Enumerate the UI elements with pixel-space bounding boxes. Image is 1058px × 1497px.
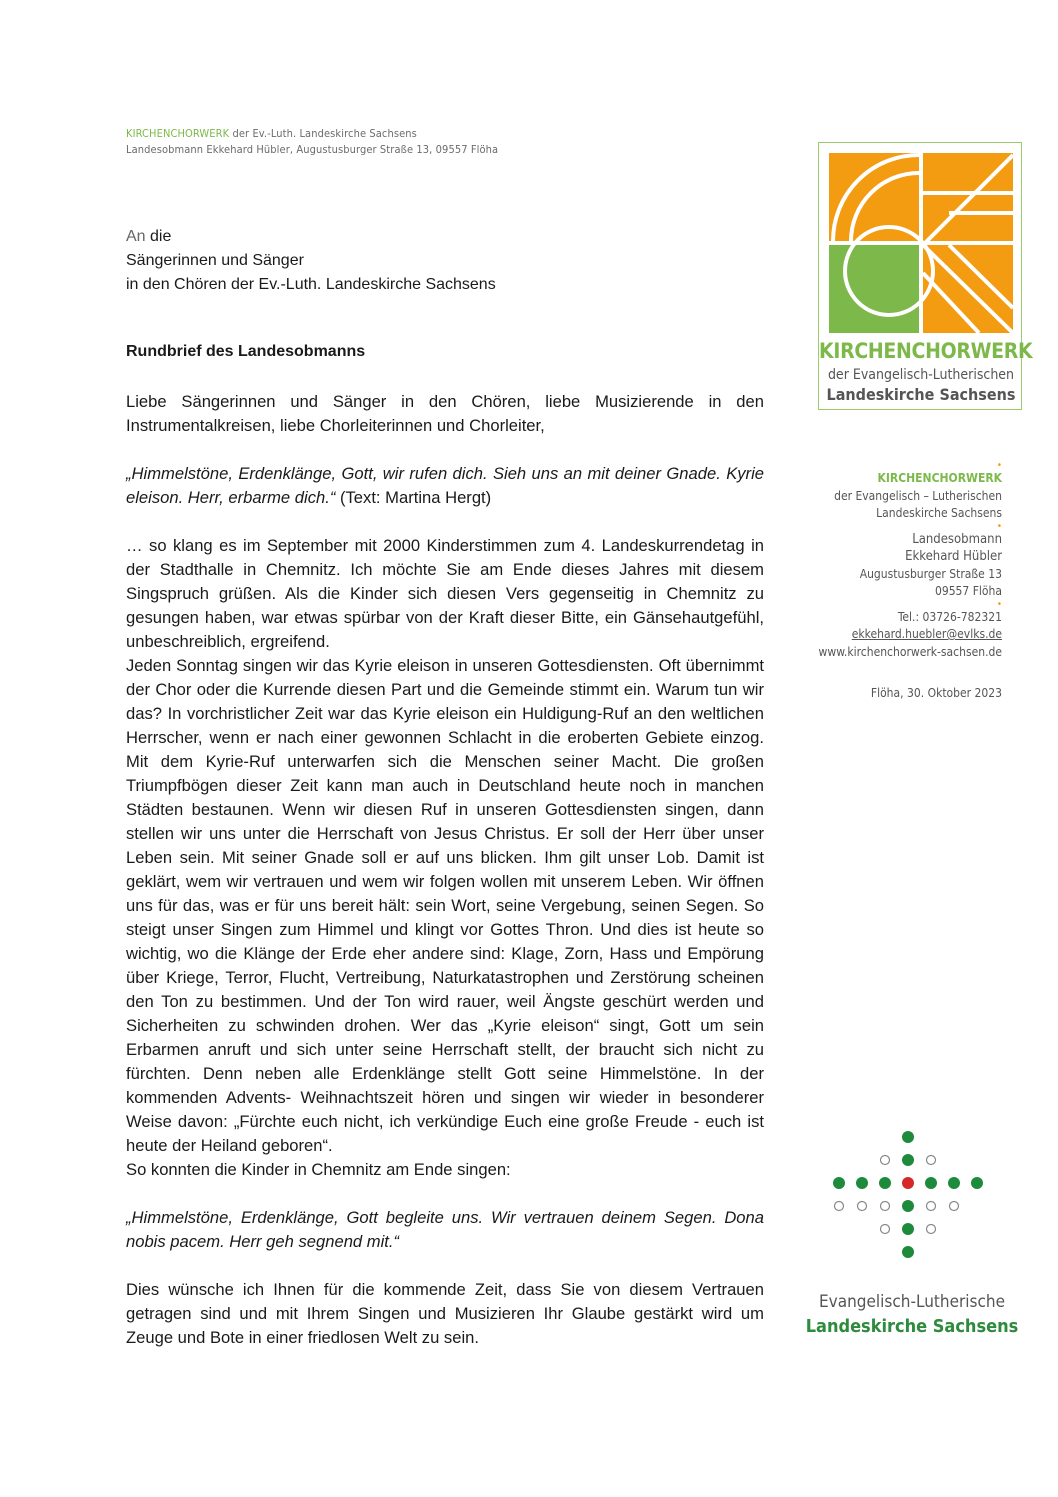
cross-dot: [902, 1177, 914, 1189]
contact-email-link[interactable]: ekkehard.huebler@evlks.de: [851, 627, 1002, 641]
quote-1: [126, 462, 764, 510]
cross-dot: [927, 1156, 936, 1165]
cross-dot: [881, 1202, 890, 1211]
logo-subtitle-2: Landeskirche Sachsens: [826, 385, 1016, 404]
quote-2-text: „Himmelstöne, Erdenklänge, Gott begleite uns. Wir vertrauen deinem Segen. Dona nobis pacem. Herr geh segnend mit.“: [126, 1208, 764, 1251]
sender-org-line: [126, 126, 498, 142]
dotted-cross-icon: [814, 1128, 1004, 1278]
quote-1-source: (Text: Martina Hergt): [335, 488, 492, 507]
cross-dot: [927, 1202, 936, 1211]
recipient-an: An: [126, 228, 146, 245]
contact-role: Landesobmann: [912, 531, 1002, 547]
cross-dot: [950, 1202, 959, 1211]
cross-dot: [879, 1177, 891, 1189]
cross-dot: [925, 1177, 937, 1189]
paragraph-1: … so klang es im September mit 2000 Kinderstimmen zum 4. Landeskurrendetag in der Stadthalle in Chemnitz. Ich möchte Sie am Ende dieses Jahres mit diesem Singspruch grüßen. Als die Kinder sich diesen Vers gegenseitig in Chemnitz zu gesungen haben, war etwas spürbar von der Kraft dieser Bitte, ein Gänsehautgefühl, unbeschreiblich, ergreifend.: [126, 536, 764, 651]
contact-tel: Tel.: 03726-782321: [897, 609, 1002, 624]
logo-subtitle: der Evangelisch-Lutherischen: [827, 367, 1015, 383]
paragraph-3: So konnten die Kinder in Chemnitz am Ende singen:: [126, 1160, 511, 1179]
landeskirche-logo: [814, 1128, 1004, 1278]
cross-dot: [902, 1154, 914, 1166]
recipient-line-3: in den Chören der Ev.-Luth. Landeskirche Sachsens: [126, 276, 496, 293]
sender-address: Landesobmann Ekkehard Hübler, Augustusburger Straße 13, 09557 Flöha: [126, 143, 499, 156]
contact-web[interactable]: www.kirchenchorwerk-sachsen.de: [818, 644, 1002, 659]
contact-org: KIRCHENCHORWERK: [877, 471, 1002, 485]
letter-date: Flöha, 30. Oktober 2023: [870, 686, 1002, 700]
sender-org-suffix: der Ev.-Luth. Landeskirche Sachsens: [232, 127, 417, 140]
quote-2: [126, 1206, 764, 1254]
church-name-line-1: Evangelisch-Lutherische: [818, 1292, 1006, 1312]
recipient-line-1: [126, 225, 496, 249]
contact-name: Ekkehard Hübler: [905, 549, 1002, 564]
contact-org-line-2: der Evangelisch – Lutherischen: [834, 488, 1002, 503]
cross-dot: [856, 1177, 868, 1189]
cross-dot: [902, 1200, 914, 1212]
cross-dot: [971, 1177, 983, 1189]
cross-dot: [858, 1202, 867, 1211]
cross-dot: [881, 1156, 890, 1165]
recipient-block: [126, 225, 496, 297]
cross-dot: [902, 1131, 914, 1143]
closing-paragraph: Dies wünsche ich Ihnen für die kommende Zeit, dass Sie von diesem Vertrauen getragen sind und mit Ihrem Singen und Musizieren Ihr Glaube gestärkt wird um Zeuge und Bote in einer friedlosen Welt zu sein.: [126, 1280, 764, 1347]
sender-block: [126, 126, 498, 158]
contact-org-line-3: Landeskirche Sachsens: [876, 506, 1002, 520]
cross-dot: [902, 1246, 914, 1258]
contact-street: Augustusburger Straße 13: [859, 566, 1002, 581]
quote-1-text: „Himmelstöne, Erdenklänge, Gott, wir rufen dich. Sieh uns an mit deiner Gnade. Kyrie eleison. Herr, erbarme dich.“: [126, 464, 764, 507]
church-name-line-2: Landeskirche Sachsens: [805, 1316, 1019, 1337]
kirchenchorwerk-logo-icon: [829, 153, 1013, 333]
separator-dot: •: [996, 598, 1002, 610]
sender-org: KIRCHENCHORWERK: [126, 127, 230, 140]
paragraph-2: Jeden Sonntag singen wir das Kyrie eleison in unseren Gottesdiensten. Oft übernimmt der Chor oder die Kurrende diesen Part und die Gemeinde stimmt ein. Warum tun wir das? In vorchristlicher Zeit war das Kyrie eleison ein Huldigung-Ruf an den weltlichen Herrscher, wenn er nach einer gewonnen Schlacht in die eroberten Gebiete einzog. Mit dem Kyrie-Ruf unterwarfen sich die Menschen seiner Macht. Die großen Triumpfbögen dieser Zeit kann man auch in Deutschland heute noch in manchen Städten bestaunen. Wenn wir diesen Ruf in unseren Gottesdiensten singen, dann stellen wir uns unter die Herrschaft von Jesus Christus. Er soll der Herr über unser Leben sein. Mit seiner Gnade soll er auf uns blicken. Ihm gilt unser Lob. Damit ist geklärt, wem wir vertrauen und wem wir folgen wollen mit unserem Leben. Wir öffnen uns für das, was er für uns bereit hält: sein Wort, seine Vergebung, seinen Segen. So steigt unser Singen zum Himmel und klingt vor Gottes Thron. Und dies ist heute so wichtig, wo die Klänge der Erde eher andere sind: Klage, Zorn, Hass und Empörung über Kriege, Terror, Flucht, Vertreibung, Naturkatastrophen und Zerstörung scheinen den Ton zu bestimmen. Und der Ton wird rauer, weil Ängste geschürt werden und Sicherheiten zu schwinden drohen. Wer das „Kyrie eleison“ singt, Gott um sein Erbarmen anruft und sich unter seine Herrschaft stellt, der braucht sich nicht zu fürchten. Denn neben alle Erdenklänge stellt Gott seine Himmelstöne. In der kommenden Advents- Weihnachtszeit hören und singen wir wieder in besonderer Weise davon: „Fürchte euch nicht, ich verkündige Euch eine große Freude - euch ist heute der Heiland geboren“.: [126, 656, 764, 1155]
letter-body: [126, 390, 764, 1350]
cross-dot: [902, 1223, 914, 1235]
kirchenchorwerk-logo: [818, 142, 1033, 410]
salutation: Liebe Sängerinnen und Sänger in den Chören, liebe Musizierende in den Instrumentalkreisen, liebe Chorleiterinnen und Chorleiter,: [126, 392, 764, 435]
letter-subject: Rundbrief des Landesobmanns: [126, 343, 366, 360]
cross-dot: [835, 1202, 844, 1211]
contact-city: 09557 Flöha: [934, 584, 1002, 598]
cross-dot: [881, 1225, 890, 1234]
cross-dot: [948, 1177, 960, 1189]
separator-dot: •: [996, 520, 1002, 532]
recipient-line-2: Sängerinnen und Sänger: [126, 252, 304, 269]
contact-block: [819, 462, 1002, 703]
separator-dot: •: [996, 460, 1002, 471]
cross-dot: [833, 1177, 845, 1189]
recipient-die: die: [145, 228, 172, 245]
logo-title: KIRCHENCHORWERK: [819, 339, 1033, 363]
cross-dot: [927, 1225, 936, 1234]
